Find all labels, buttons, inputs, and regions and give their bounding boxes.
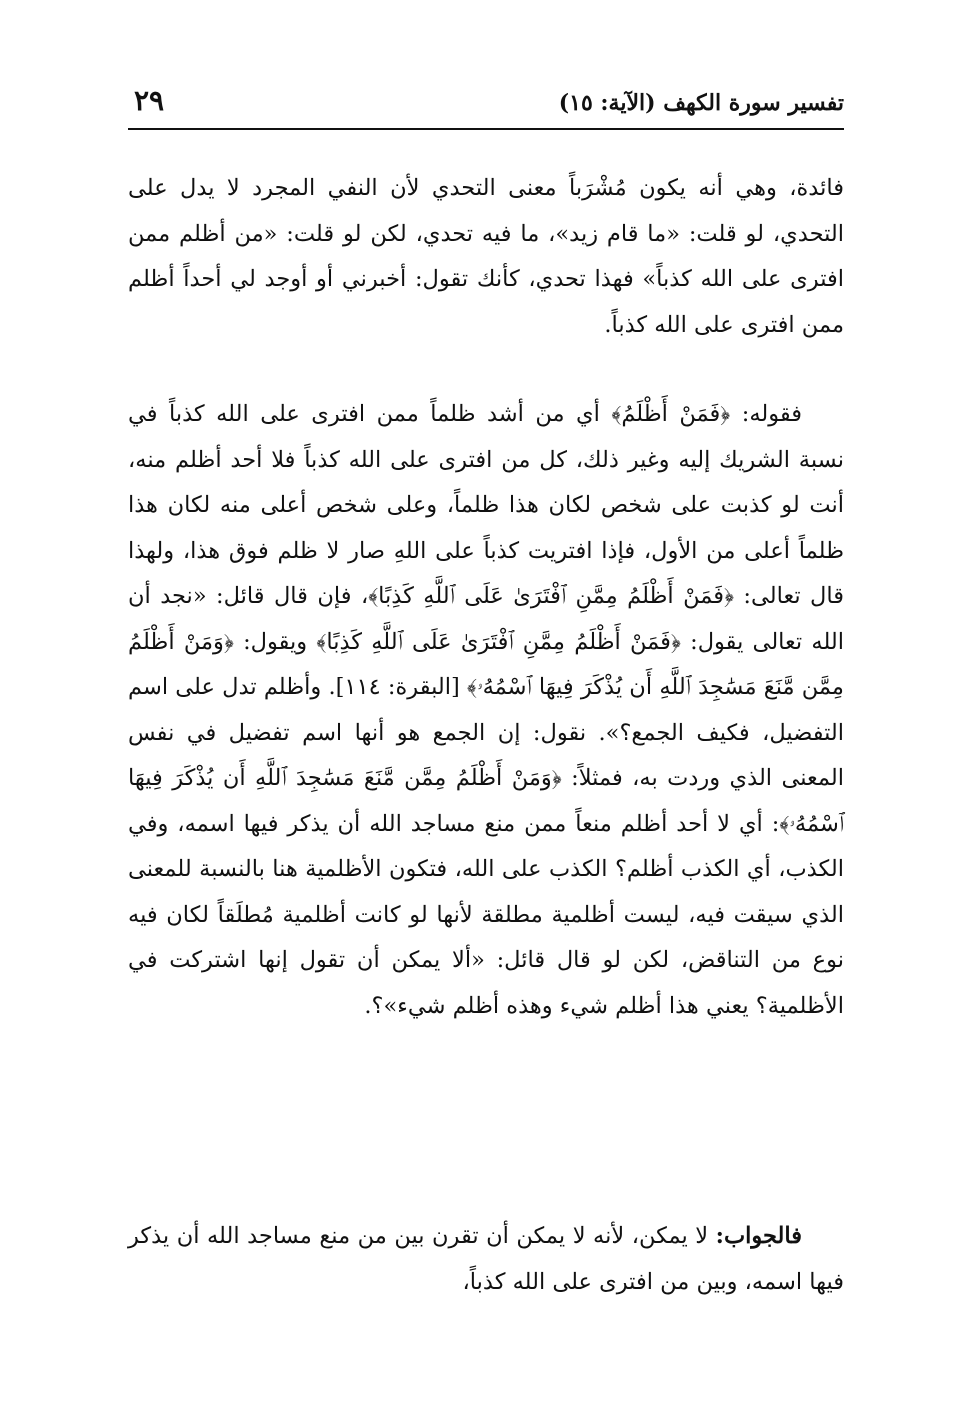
paragraph-3 xyxy=(128,1214,844,1305)
paragraph-2 xyxy=(128,392,844,1029)
paragraph-1: فائدة، وهي أنه يكون مُشْرَباً معنى التحدي لأن النفي المجرد لا يدل على التحدي، لو قلت: «ما قام زيد»، ما فيه تحدي، لكن لو قلت: «من أظلم ممن افترى على الله كذباً» فهذا تحدي، كأنك تقول: أخبرني أو أوجد لي أحداً أظلم ممن افترى على الله كذباً. xyxy=(128,175,844,338)
paragraph-2-text: فقوله: ﴿فَمَنْ أَظْلَمُ﴾ أي من أشد ظلماً ممن افترى على الله كذباً في نسبة الشريك إليه وغير ذلك، كل من افترى على الله كذباً فلا أحد أظلم منه، أنت لو كذبت على شخص لكان هذا ظلماً، وعلى شخص أعلى منه لكان هذا ظلماً أعلى من الأول، فإذا افتريت كذباً على اللهِ صار لا ظلم فوق هذا، ولهذا قال تعالى: ﴿فَمَنْ أَظْلَمُ مِمَّنِ ٱفْتَرَىٰ عَلَى ٱللَّهِ كَذِبًا﴾، فإن قال قائل: «نجد أن الله تعالى يقول: ﴿فَمَنْ أَظْلَمُ مِمَّنِ ٱفْتَرَىٰ عَلَى ٱللَّهِ كَذِبًا﴾ ويقول: ﴿وَمَنْ أَظْلَمُ مِمَّن مَّنَعَ مَسَٰجِدَ ٱللَّهِ أَن يُذْكَرَ فِيهَا ٱسْمُهُۥ﴾ [البقرة: ١١٤]. وأظلم تدل على اسم التفضيل، فكيف الجمع؟». نقول: إن الجمع هو أنها اسم تفضيل في نفس المعنى الذي وردت به، فمثلاً: ﴿وَمَنْ أَظْلَمُ مِمَّن مَّنَعَ مَسَٰجِدَ ٱللَّهِ أَن يُذْكَرَ فِيهَا ٱسْمُهُۥ﴾: أي لا أحد أظلم منعاً ممن منع مساجد الله أن يذكر فيها اسمه، وفي الكذب، أي الكذب أظلم؟ الكذب على الله، فتكون الأظلمية هنا بالنسبة للمعنى الذي سيقت فيه، ليست أظلمية مطلقة لأنها لو كانت أظلمية مُطلَقاً لكان فيه نوع من التناقض، لكن لو قال قائل: «ألا يمكن أن تقول إنها اشتركت في الأظلمية؟ يعني هذا أظلم شيء وهذه أظلم شيء»؟. xyxy=(128,401,844,1019)
answer-label: فالجواب: xyxy=(715,1223,803,1249)
header-title: تفسير سورة الكهف (الآية: ١٥) xyxy=(558,90,844,116)
header-divider xyxy=(128,128,844,130)
page-header xyxy=(128,82,844,122)
paragraph-3-text: لا يمكن، لأنه لا يمكن أن تقرن بين من منع مساجد الله أن يذكر فيها اسمه، وبين من افترى على الله كذباً، xyxy=(128,1223,844,1295)
page-number: ٢٩ xyxy=(134,84,165,117)
